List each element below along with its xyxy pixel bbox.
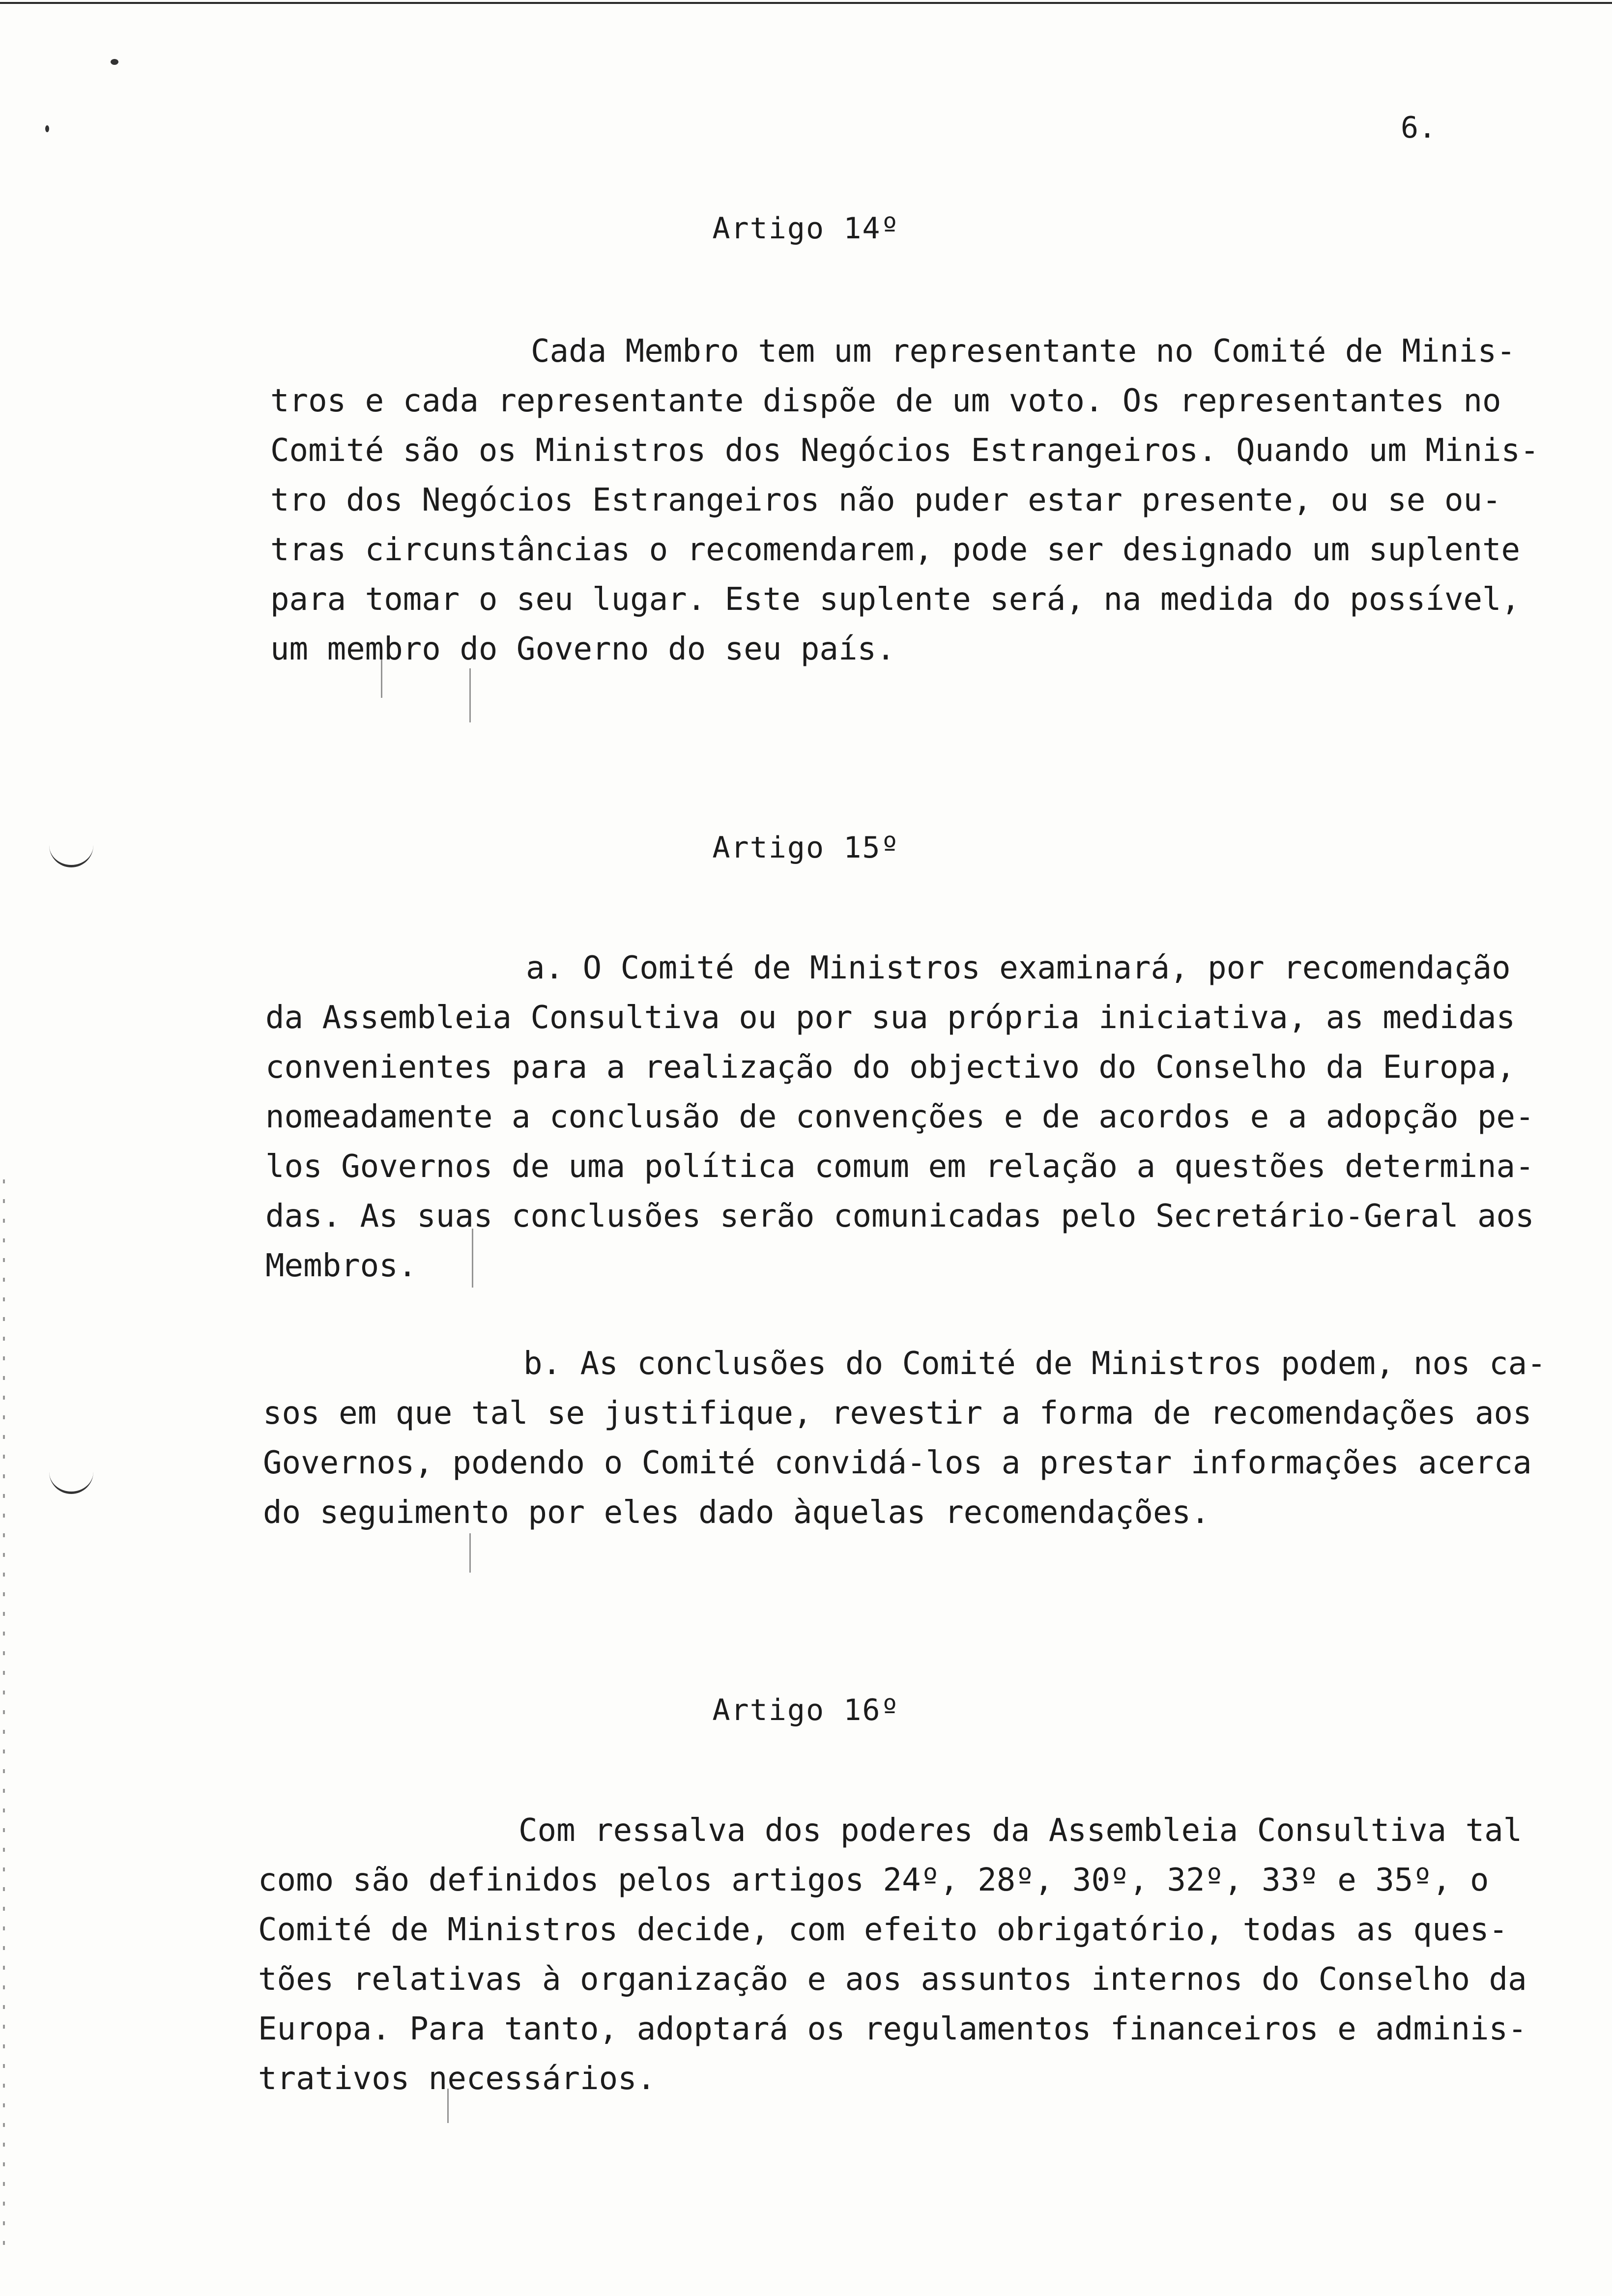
text-line: tro dos Negócios Estrangeiros não puder estar presente, ou se ou- xyxy=(270,482,1501,518)
punch-hole-mark xyxy=(49,1467,93,1494)
article-paragraph xyxy=(258,1806,1527,2104)
text-line: da Assembleia Consultiva ou por sua própria iniciativa, as medidas xyxy=(265,1000,1516,1036)
top-border-line xyxy=(0,2,1612,4)
article-paragraph xyxy=(265,944,1534,1291)
text-line: para tomar o seu lugar. Este suplente será, na medida do possível, xyxy=(270,581,1521,618)
article-heading: Artigo 14º xyxy=(712,211,900,246)
scan-artifact xyxy=(469,1533,471,1573)
text-line: tões relativas à organização e aos assuntos internos do Conselho da xyxy=(258,1961,1527,1998)
text-line: um membro do Governo do seu país. xyxy=(270,631,895,667)
text-line: Comité são os Ministros dos Negócios Estrangeiros. Quando um Minis- xyxy=(270,432,1539,469)
article-heading: Artigo 16º xyxy=(712,1693,900,1727)
text-line: como são definidos pelos artigos 24º, 28º, 30º, 32º, 33º e 35º, o xyxy=(258,1862,1489,1898)
text-line: trativos necessários. xyxy=(258,2061,656,2097)
text-line: los Governos de uma política comum em relação a questões determina- xyxy=(265,1148,1534,1185)
text-line: do seguimento por eles dado àquelas recomendações. xyxy=(263,1494,1210,1531)
scan-speck xyxy=(45,125,49,132)
text-line: b. As conclusões do Comité de Ministros podem, nos ca- xyxy=(523,1346,1546,1382)
text-line: Europa. Para tanto, adoptará os regulamentos financeiros e adminis- xyxy=(258,2011,1527,2047)
text-line: Com ressalva dos poderes da Assembleia Consultiva tal xyxy=(518,1812,1523,1849)
text-line: nomeadamente a conclusão de convenções e de acordos e a adopção pe- xyxy=(265,1099,1534,1135)
text-line: tras circunstâncias o recomendarem, pode ser designado um suplente xyxy=(270,532,1521,568)
text-line: Comité de Ministros decide, com efeito obrigatório, todas as ques- xyxy=(258,1912,1508,1948)
text-line: Governos, podendo o Comité convidá-los a prestar informações acerca xyxy=(263,1445,1532,1481)
text-line: convenientes para a realização do objectivo do Conselho da Europa, xyxy=(265,1049,1516,1086)
text-line: sos em que tal se justifique, revestir a forma de recomendações aos xyxy=(263,1395,1532,1432)
text-line: tros e cada representante dispõe de um voto. Os representantes no xyxy=(270,383,1501,419)
text-line: Cada Membro tem um representante no Comité de Minis- xyxy=(531,333,1516,370)
article-heading: Artigo 15º xyxy=(712,831,900,865)
text-line: Membros. xyxy=(265,1248,417,1284)
article-paragraph xyxy=(270,327,1539,674)
article-paragraph xyxy=(263,1339,1546,1538)
text-line: a. O Comité de Ministros examinará, por recomendação xyxy=(526,950,1511,986)
text-line: das. As suas conclusões serão comunicadas pelo Secretário-Geral aos xyxy=(265,1198,1534,1234)
page-number: 6. xyxy=(1401,111,1437,145)
scan-artifact xyxy=(469,668,471,722)
scan-speck xyxy=(111,59,118,65)
